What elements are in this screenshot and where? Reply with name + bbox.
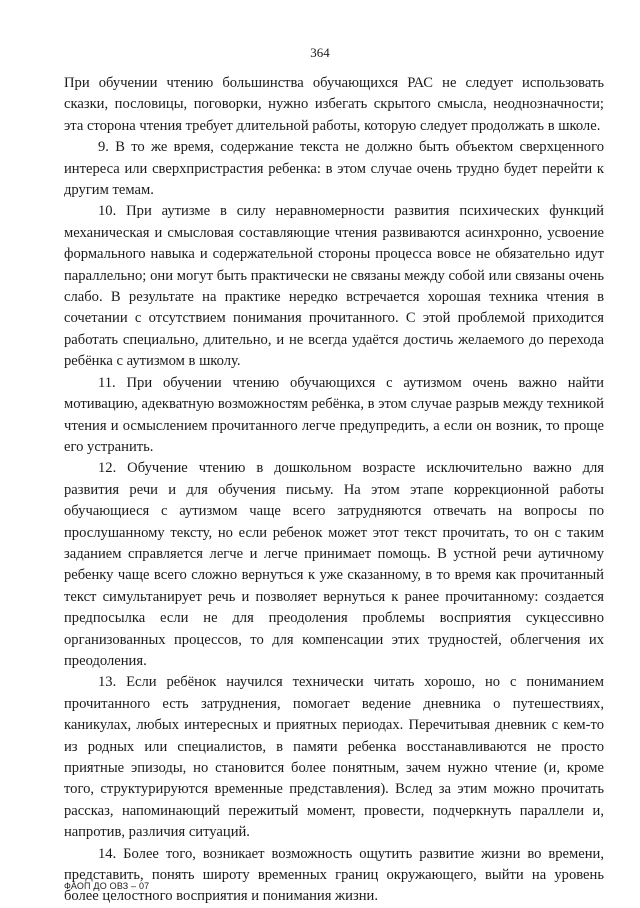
paragraph-11: 11. При обучении чтению обучающихся с аутизмом очень важно найти мотивацию, адекватную возможностям ребёнка, в этом случае разрыв между техникой чтения и осмыслением прочитанного легче предупредить, а если он возник, то проще его устранить. <box>64 374 604 455</box>
page-footer: ФАОП ДО ОВЗ – 07 <box>64 881 150 891</box>
paragraph-intro: При обучении чтению большинства обучающихся РАС не следует использовать сказки, пословицы, поговорки, нужно избегать скрытого смысла, неоднозначности; эта сторона чтения требует длительной работы, которую следует продолжать в школе. <box>64 75 604 134</box>
paragraph-12: 12. Обучение чтению в дошкольном возрасте исключительно важно для развития речи и для обучения письму. На этом этапе коррекционной работы обучающиеся с аутизмом чаще всего затрудняются отвечать на вопросы по прослушанному тексту, но если ребенок может этот текст прочитать, то он с таким заданием справляется легче и легче принимает помощь. В устной речи аутичному ребенку чаще всего сложно вернуться к уже сказанному, в то время как прочитанный текст симультанирует речь и позволяет вернуться к ранее прочитанному: создается предпосылка если не для преодоления проблемы восприятия сукцессивно организованных процессов, то для компенсации этих трудностей, облегчения их преодоления. <box>64 460 604 669</box>
paragraph-14: 14. Более того, возникает возможность ощутить развитие жизни во времени, представить, понять широту временных границ окружающего, выйти на уровень более целостного восприятия и понимания жизни. <box>64 845 604 905</box>
paragraph-9: 9. В то же время, содержание текста не должно быть объектом сверхценного интереса или сверхпристрастия ребенка: в этом случае очень трудно будет перейти к другим темам. <box>64 139 604 199</box>
paragraph-13: 13. Если ребёнок научился технически читать хорошо, но с пониманием прочитанного есть затруднения, помогает ведение дневника о путешествиях, каникулах, любых интересных и приятных периодах. Перечитывая дневник с кем-то из родных или специалистов, в памяти ребенка восстанавливаются не просто приятные эпизоды, но становится более понятным, зачем нужно чтение (и, кроме того, структурируются временные представления). Вслед за этим можно прочитать рассказ, напоминающий пережитый момент, провести, подчеркнуть параллели и, напротив, различия ситуаций. <box>64 674 604 841</box>
document-body <box>64 73 604 908</box>
paragraph-10: 10. При аутизме в силу неравномерности развития психических функций механическая и смысловая составляющие чтения развиваются асинхронно, усвоение формального навыка и содержательной стороны процесса вовсе не обязательно идут параллельно; они могут быть практически не связаны между собой или связаны очень слабо. В результате на практике нередко встречается хорошая техника чтения в сочетании с отсутствием понимания прочитанного. С этой проблемой приходится работать специально, длительно, и не всегда удаётся достичь желаемого до перехода ребёнка с аутизмом в школу. <box>64 203 604 370</box>
page-number: 364 <box>310 45 330 60</box>
